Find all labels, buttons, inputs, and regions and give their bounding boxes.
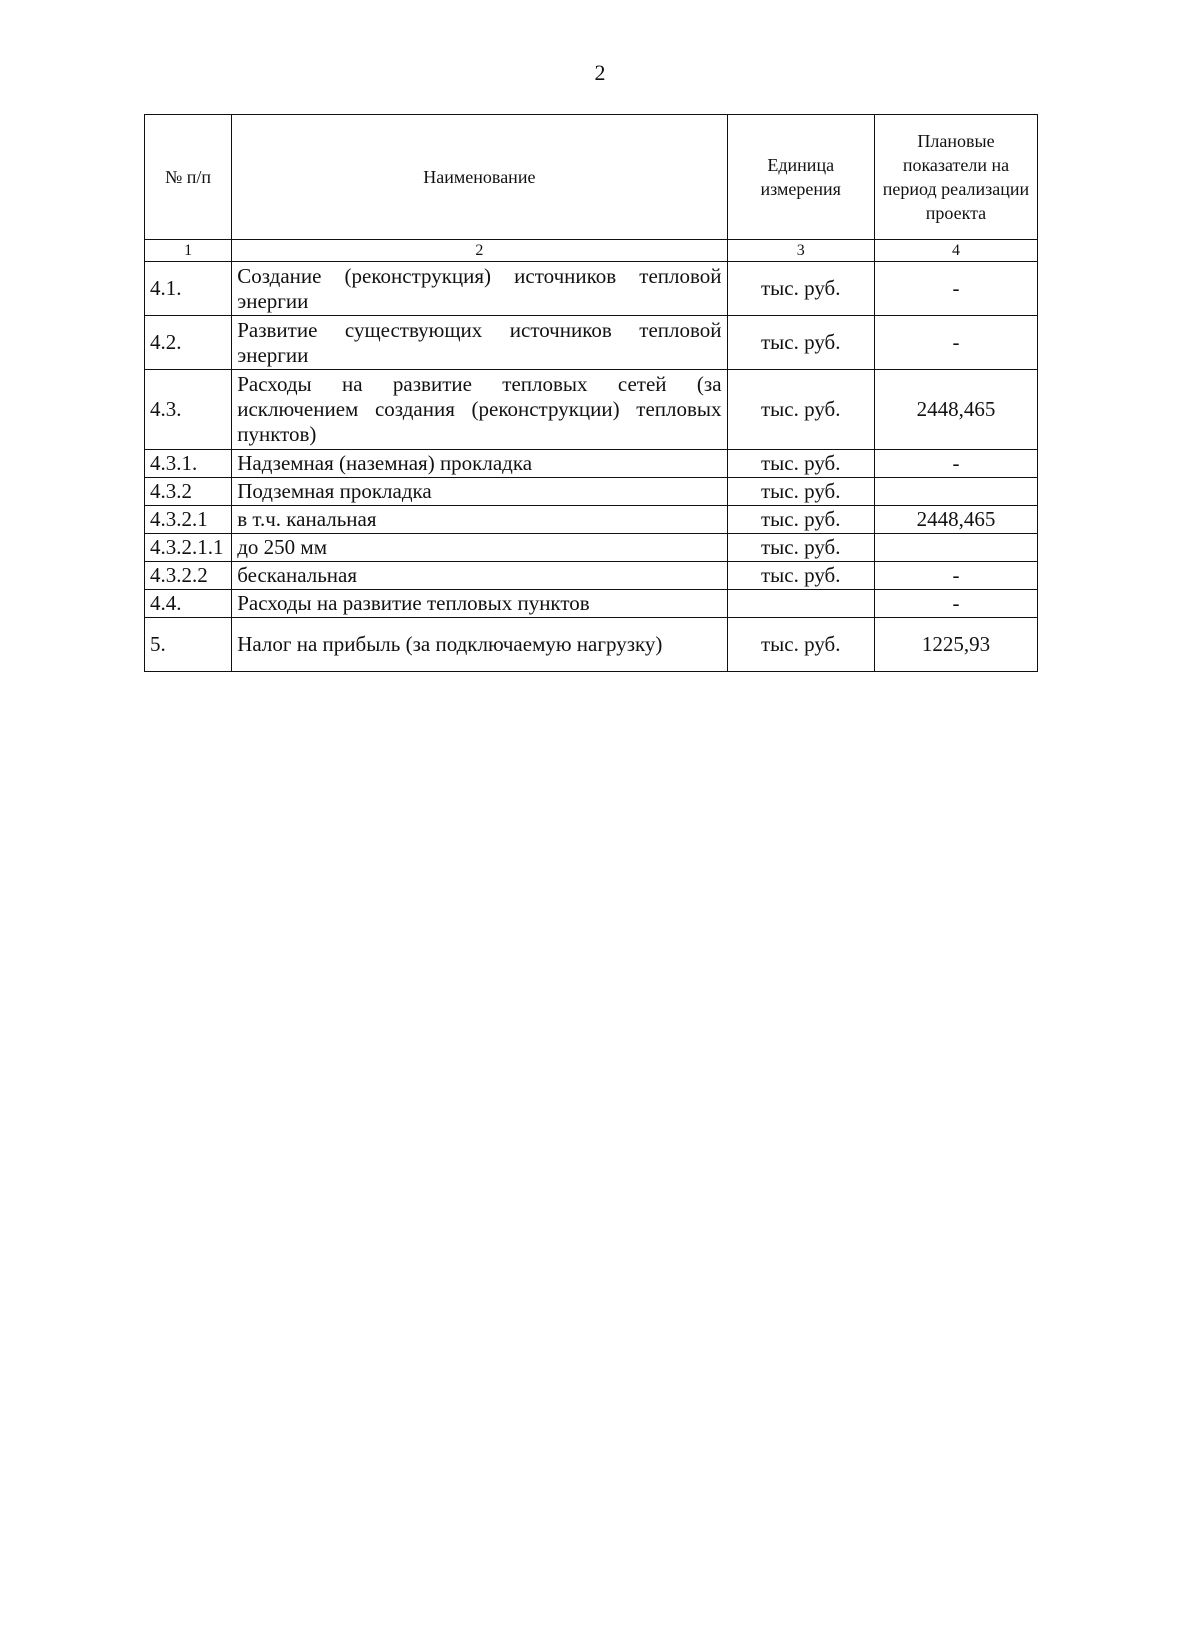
row-unit: тыс. руб.	[727, 450, 874, 478]
table-row	[145, 590, 1038, 618]
column-number: 1	[145, 240, 232, 262]
row-value: -	[874, 262, 1037, 316]
row-value: -	[874, 590, 1037, 618]
table-row	[145, 316, 1038, 370]
row-value	[874, 478, 1037, 506]
row-name: Расходы на развитие тепловых пунктов	[232, 590, 727, 618]
row-unit: тыс. руб.	[727, 370, 874, 450]
header-unit: Единица измерения	[727, 115, 874, 240]
row-name: Создание (реконструкция) источников тепловой энергии	[232, 262, 727, 316]
row-value: 2448,465	[874, 370, 1037, 450]
row-name: до 250 мм	[232, 534, 727, 562]
row-number: 4.4.	[145, 590, 232, 618]
row-name: Расходы на развитие тепловых сетей (за исключением создания (реконструкции) тепловых пунктов)	[232, 370, 727, 450]
row-value: -	[874, 562, 1037, 590]
planned-indicators-table	[144, 114, 1038, 672]
header-name: Наименование	[232, 115, 727, 240]
row-name: Налог на прибыль (за подключаемую нагрузку)	[232, 618, 727, 672]
row-number: 4.3.2.2	[145, 562, 232, 590]
row-unit: тыс. руб.	[727, 506, 874, 534]
table-row	[145, 370, 1038, 450]
row-name: Подземная прокладка	[232, 478, 727, 506]
row-number: 4.3.2.1.1	[145, 534, 232, 562]
column-number: 3	[727, 240, 874, 262]
row-number: 4.3.2.1	[145, 506, 232, 534]
column-number: 4	[874, 240, 1037, 262]
header-planned-value: Плановые показатели на период реализации проекта	[874, 115, 1037, 240]
row-name: в т.ч. канальная	[232, 506, 727, 534]
row-unit	[727, 590, 874, 618]
column-number-row	[145, 240, 1038, 262]
row-unit: тыс. руб.	[727, 562, 874, 590]
row-value: -	[874, 316, 1037, 370]
row-value	[874, 534, 1037, 562]
table-row	[145, 618, 1038, 672]
row-unit: тыс. руб.	[727, 316, 874, 370]
row-number: 4.2.	[145, 316, 232, 370]
row-unit: тыс. руб.	[727, 534, 874, 562]
header-number: № п/п	[145, 115, 232, 240]
row-name: бесканальная	[232, 562, 727, 590]
row-number: 4.3.2	[145, 478, 232, 506]
row-number: 4.3.	[145, 370, 232, 450]
row-number: 4.1.	[145, 262, 232, 316]
table-row	[145, 506, 1038, 534]
row-value: -	[874, 450, 1037, 478]
row-number: 5.	[145, 618, 232, 672]
table-row	[145, 450, 1038, 478]
row-unit: тыс. руб.	[727, 478, 874, 506]
row-number: 4.3.1.	[145, 450, 232, 478]
column-number: 2	[232, 240, 727, 262]
table-row	[145, 478, 1038, 506]
page-number: 2	[594, 60, 606, 85]
table-row	[145, 562, 1038, 590]
row-value: 1225,93	[874, 618, 1037, 672]
row-name: Развитие существующих источников тепловой энергии	[232, 316, 727, 370]
table-row	[145, 534, 1038, 562]
row-value: 2448,465	[874, 506, 1037, 534]
row-unit: тыс. руб.	[727, 262, 874, 316]
table-row	[145, 262, 1038, 316]
table-header-row	[145, 115, 1038, 240]
row-unit: тыс. руб.	[727, 618, 874, 672]
row-name: Надземная (наземная) прокладка	[232, 450, 727, 478]
